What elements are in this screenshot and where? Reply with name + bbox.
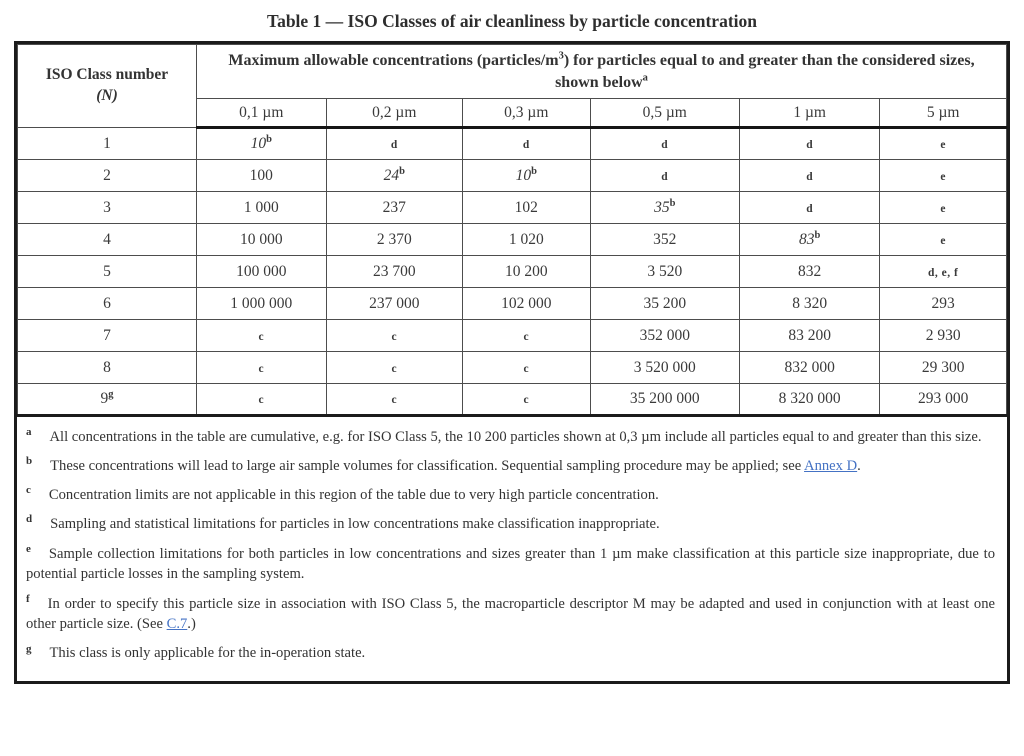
text-segment: 352 xyxy=(653,230,677,248)
superscript-marker: b xyxy=(266,134,272,146)
text-segment: .) xyxy=(187,616,196,633)
concentration-cell xyxy=(463,384,591,416)
concentration-cell xyxy=(197,224,327,256)
table-title-text: Table 1 — ISO Classes of air cleanliness by particle concentration xyxy=(267,11,757,31)
text-segment: ) for particles equal to and greater than the considered sizes, shown below xyxy=(555,52,975,91)
iso-class-cell xyxy=(18,128,197,160)
text-segment: 23 700 xyxy=(372,262,416,280)
concentration-cell xyxy=(739,128,879,160)
concentration-cell xyxy=(326,288,462,320)
text-segment: 10 xyxy=(515,166,532,184)
concentration-cell xyxy=(326,128,462,160)
concentration-cell xyxy=(590,128,739,160)
text-segment: 83 200 xyxy=(788,326,831,344)
concentration-cell xyxy=(463,160,591,192)
footnote-letter: d xyxy=(806,170,814,183)
concentration-cell xyxy=(590,192,739,224)
concentration-cell xyxy=(463,352,591,384)
superscript-marker: b xyxy=(669,197,676,209)
iso-classes-table-frame xyxy=(14,41,1010,684)
concentration-cell xyxy=(463,256,591,288)
superscript-marker: a xyxy=(642,72,648,84)
concentration-cell xyxy=(463,320,591,352)
concentration-cell xyxy=(590,256,739,288)
footnote-letter: d xyxy=(390,139,398,152)
footnote-letter: c xyxy=(391,394,398,407)
concentration-cell xyxy=(739,352,879,384)
footnote-c xyxy=(26,485,995,506)
concentration-cell xyxy=(326,160,462,192)
text-segment: 7 xyxy=(103,326,111,344)
concentration-cell xyxy=(880,224,1007,256)
header-iso-class-line1: ISO Class number xyxy=(45,66,169,84)
concentration-cell xyxy=(197,384,327,416)
footnote-letter: d xyxy=(661,139,669,152)
text-segment: 24 xyxy=(383,166,400,184)
text-segment: 8 320 000 xyxy=(778,390,841,408)
footnote-letter: d, e, f xyxy=(928,266,959,279)
text-segment: In order to specify this particle size in association with ISO Class 5, the macroparticle descriptor M may be adapted and used in conjunction with at least one other particle size. (See xyxy=(26,595,995,633)
concentration-cell xyxy=(880,128,1007,160)
footnote-letter: d xyxy=(806,202,814,215)
concentration-cell xyxy=(197,320,327,352)
text-segment: Sample collection limitations for both particles in low concentrations and sizes greater than 1 µm make classification at this particle size inappropriate, due to potential particle losses in the sampling system. xyxy=(26,545,995,583)
text-segment: 6 xyxy=(103,294,111,312)
text-segment: 35 200 xyxy=(643,294,687,312)
text-segment: Maximum allowable concentrations (particles/m xyxy=(228,52,559,69)
text-segment: . xyxy=(857,457,861,474)
text-segment: All concentrations in the table are cumulative, e.g. for ISO Class 5, the 10 200 particles shown at 0,3 µm include all particles equal to and greater than this size. xyxy=(49,428,982,445)
footnote-letter: c xyxy=(391,330,398,343)
text-segment: 3 xyxy=(103,198,111,216)
footnote-letter: e xyxy=(940,170,946,183)
text-segment: Concentration limits are not applicable in this region of the table due to very high particle concentration. xyxy=(48,487,659,504)
text-segment: 102 000 xyxy=(501,294,552,312)
footnote-letter: c xyxy=(523,394,530,407)
concentration-cell xyxy=(590,352,739,384)
concentration-cell xyxy=(197,352,327,384)
concentration-cell xyxy=(463,128,591,160)
iso-class-cell xyxy=(18,320,197,352)
text-segment: 237 000 xyxy=(369,294,420,312)
concentration-cell xyxy=(197,288,327,320)
iso-class-cell xyxy=(18,256,197,288)
iso-classes-table xyxy=(17,44,1007,417)
concentration-cell xyxy=(326,224,462,256)
footnote-d xyxy=(26,514,995,535)
concentration-cell xyxy=(197,128,327,160)
text-segment: 35 200 000 xyxy=(629,390,700,408)
concentration-cell xyxy=(326,256,462,288)
iso-class-cell xyxy=(18,384,197,416)
text-segment: 4 xyxy=(103,230,111,248)
text-segment: 1 020 xyxy=(508,230,544,248)
text-segment: 8 320 xyxy=(792,294,828,312)
table-row xyxy=(18,320,1007,352)
footnote-marker: b xyxy=(26,455,33,468)
concentration-cell xyxy=(590,224,739,256)
footnote-letter: c xyxy=(258,394,265,407)
concentration-cell xyxy=(326,320,462,352)
text-segment: 832 xyxy=(798,262,822,280)
text-segment: 35 xyxy=(654,198,670,216)
size-column-header: 0,5 µm xyxy=(590,99,739,128)
table-row xyxy=(18,128,1007,160)
text-segment: 352 000 xyxy=(639,326,690,344)
concentration-cell xyxy=(739,160,879,192)
text-segment: 293 xyxy=(931,294,955,312)
concentration-cell xyxy=(590,320,739,352)
concentration-cell xyxy=(880,256,1007,288)
concentration-cell xyxy=(739,256,879,288)
footnote-letter: d xyxy=(806,139,814,152)
footnote-letter: e xyxy=(940,139,946,152)
table-row xyxy=(18,224,1007,256)
concentration-cell xyxy=(880,160,1007,192)
text-segment: 8 xyxy=(103,358,111,376)
superscript-marker: 3 xyxy=(558,50,564,62)
concentration-cell xyxy=(880,384,1007,416)
text-segment: 100 000 xyxy=(236,262,287,280)
footnote-marker: e xyxy=(26,542,31,555)
text-segment: 29 300 xyxy=(921,358,965,376)
footnote-b xyxy=(26,456,995,477)
text-segment: 10 200 xyxy=(504,262,548,280)
table-row xyxy=(18,288,1007,320)
footnote-letter: d xyxy=(661,170,669,183)
header-max-concentrations xyxy=(197,45,1007,99)
text-segment: 83 xyxy=(798,230,815,248)
size-column-header: 0,1 µm xyxy=(197,99,327,128)
concentration-cell xyxy=(739,224,879,256)
text-segment: 237 xyxy=(382,198,406,216)
footnote-marker: d xyxy=(26,513,33,526)
text-segment: 1 000 000 xyxy=(230,294,293,312)
table-row xyxy=(18,192,1007,224)
header-row-main xyxy=(18,45,1007,99)
size-column-header: 1 µm xyxy=(739,99,879,128)
concentration-cell xyxy=(880,352,1007,384)
footnote-marker: f xyxy=(26,592,30,605)
concentration-cell xyxy=(326,352,462,384)
footnote-marker: a xyxy=(26,425,32,438)
concentration-cell xyxy=(463,288,591,320)
text-segment: 293 000 xyxy=(917,390,969,408)
concentration-cell xyxy=(463,192,591,224)
text-segment: 9 xyxy=(100,390,109,408)
concentration-cell xyxy=(197,160,327,192)
concentration-cell xyxy=(590,384,739,416)
footnote-f xyxy=(26,594,995,635)
annex-d-link[interactable]: Annex D xyxy=(804,457,858,474)
header-iso-class-number xyxy=(18,45,197,128)
text-segment: 102 xyxy=(514,198,538,216)
text-segment: 1 xyxy=(103,134,111,152)
c7-link[interactable]: C.7 xyxy=(166,616,188,633)
size-column-header: 0,2 µm xyxy=(326,99,462,128)
text-segment: 1 000 xyxy=(243,198,279,216)
footnote-letter: d xyxy=(522,139,530,152)
text-segment: 2 930 xyxy=(925,326,961,344)
text-segment: These concentrations will lead to large air sample volumes for classification. Sequential sampling procedure may be applied; see xyxy=(50,457,805,474)
table-row xyxy=(18,384,1007,416)
concentration-cell xyxy=(197,192,327,224)
superscript-marker: g xyxy=(108,389,114,401)
table-title xyxy=(0,0,1024,41)
text-segment: Sampling and statistical limitations for particles in low concentrations make classification inappropriate. xyxy=(50,516,660,533)
text-segment: 832 000 xyxy=(784,358,835,376)
text-segment: 100 xyxy=(249,166,273,184)
footnote-g xyxy=(26,643,995,664)
concentration-cell xyxy=(463,224,591,256)
text-segment: 3 520 000 xyxy=(633,358,696,376)
concentration-cell xyxy=(880,288,1007,320)
iso-class-cell xyxy=(18,224,197,256)
concentration-cell xyxy=(590,288,739,320)
text-segment: 2 370 xyxy=(376,230,412,248)
size-column-header: 5 µm xyxy=(880,99,1007,128)
concentration-cell xyxy=(197,256,327,288)
text-segment: 3 520 xyxy=(647,262,683,280)
concentration-cell xyxy=(739,192,879,224)
table-row xyxy=(18,256,1007,288)
footnote-a xyxy=(26,427,995,448)
footnote-marker: g xyxy=(26,642,32,655)
footnote-letter: e xyxy=(940,202,946,215)
footnote-letter: c xyxy=(391,362,398,375)
iso-class-cell xyxy=(18,160,197,192)
footnote-letter: e xyxy=(940,234,946,247)
footnote-letter: c xyxy=(523,362,530,375)
footnotes-section xyxy=(17,417,1007,680)
concentration-cell xyxy=(326,192,462,224)
header-iso-class-symbol: (N) xyxy=(96,87,118,105)
concentration-cell xyxy=(326,384,462,416)
concentration-cell xyxy=(739,384,879,416)
footnote-marker: c xyxy=(26,484,31,497)
table-row xyxy=(18,352,1007,384)
text-segment: 10 xyxy=(250,135,267,153)
superscript-marker: b xyxy=(531,165,537,177)
text-segment: 10 000 xyxy=(239,230,283,248)
text-segment: 2 xyxy=(103,166,111,184)
text-segment: 5 xyxy=(103,262,111,280)
concentration-cell xyxy=(880,192,1007,224)
superscript-marker: b xyxy=(399,165,405,177)
footnote-letter: c xyxy=(523,330,530,343)
table-row xyxy=(18,160,1007,192)
size-column-header: 0,3 µm xyxy=(463,99,591,128)
concentration-cell xyxy=(880,320,1007,352)
iso-class-cell xyxy=(18,288,197,320)
text-segment: This class is only applicable for the in-operation state. xyxy=(49,645,366,662)
superscript-marker: b xyxy=(814,229,821,241)
concentration-cell xyxy=(739,320,879,352)
iso-class-cell xyxy=(18,352,197,384)
iso-class-cell xyxy=(18,192,197,224)
concentration-cell xyxy=(590,160,739,192)
concentration-cell xyxy=(739,288,879,320)
footnote-e xyxy=(26,544,995,585)
footnote-letter: c xyxy=(258,330,265,343)
footnote-letter: c xyxy=(258,362,265,375)
